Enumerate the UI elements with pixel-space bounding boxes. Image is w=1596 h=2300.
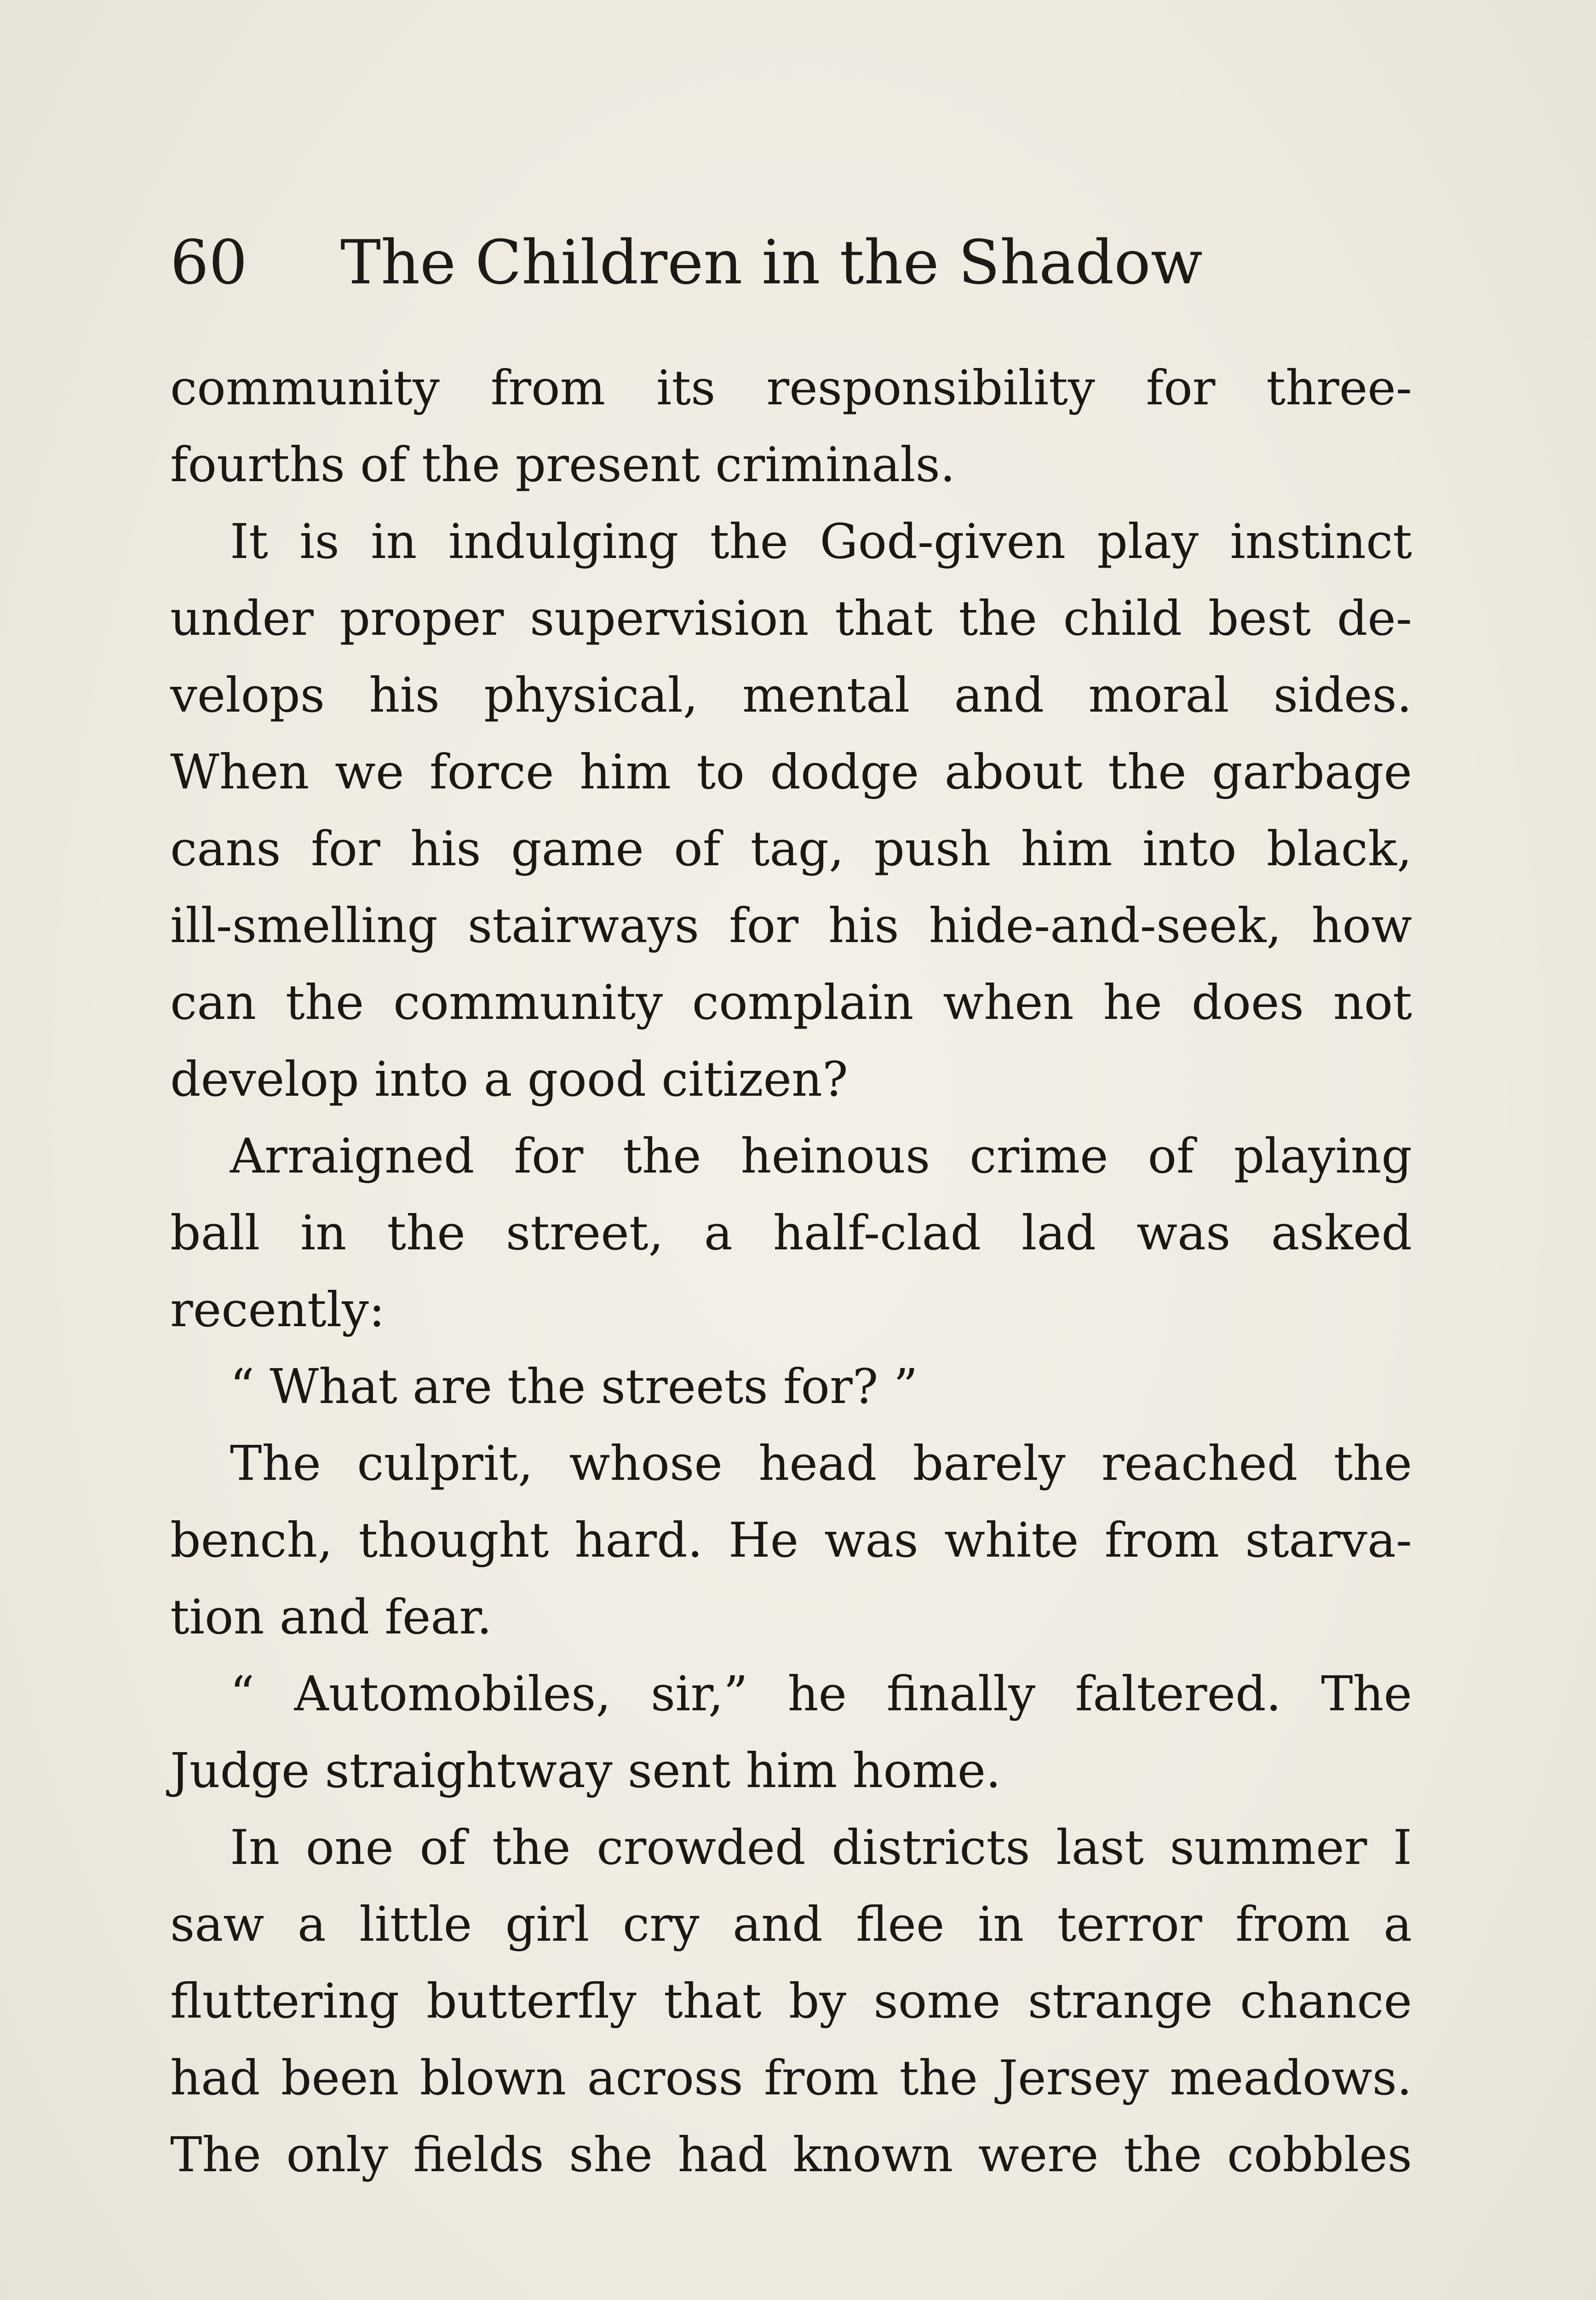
text-line: had been blown across from the Jersey meadows.: [170, 2050, 1412, 2106]
text-line: tion and fear.: [170, 1589, 492, 1645]
text-line: community from its responsibility for three-: [170, 360, 1412, 416]
text-line: recently:: [170, 1282, 385, 1338]
text-line: ill-smelling stairways for his hide-and-seek, how: [170, 897, 1412, 954]
text-line: “ What are the streets for? ”: [230, 1358, 918, 1414]
text-line: “ Automobiles, sir,” he finally faltered. The: [230, 1666, 1412, 1722]
text-line: When we force him to dodge about the garbage: [170, 744, 1412, 800]
page-body-text: [170, 350, 1412, 2193]
text-line: ball in the street, a half-clad lad was asked: [170, 1205, 1412, 1261]
text-line: Arraigned for the heinous crime of playing: [230, 1128, 1412, 1184]
text-line: cans for his game of tag, push him into black,: [170, 821, 1412, 877]
text-line: saw a little girl cry and flee in terror from a: [170, 1896, 1412, 1952]
text-line: fluttering butterfly that by some strange chance: [170, 1973, 1412, 2029]
running-title: The Children in the Shadow: [340, 227, 1203, 298]
running-header: [170, 227, 1203, 298]
text-line: develop into a good citizen?: [170, 1051, 848, 1107]
text-line: velops his physical, mental and moral sides.: [170, 667, 1412, 723]
text-line: fourths of the present criminals.: [170, 437, 955, 493]
text-line: under proper supervision that the child best de-: [170, 590, 1412, 646]
text-line: bench, thought hard. He was white from starva-: [170, 1512, 1412, 1568]
text-line: The only fields she had known were the cobbles: [170, 2127, 1412, 2183]
text-line: can the community complain when he does not: [170, 974, 1412, 1030]
text-line: It is in indulging the God-given play instinct: [230, 513, 1412, 569]
text-line: In one of the crowded districts last summer I: [230, 1819, 1412, 1875]
text-line: Judge straightway sent him home.: [170, 1742, 1001, 1799]
page-number: 60: [170, 227, 247, 298]
text-line: The culprit, whose head barely reached the: [230, 1435, 1412, 1491]
